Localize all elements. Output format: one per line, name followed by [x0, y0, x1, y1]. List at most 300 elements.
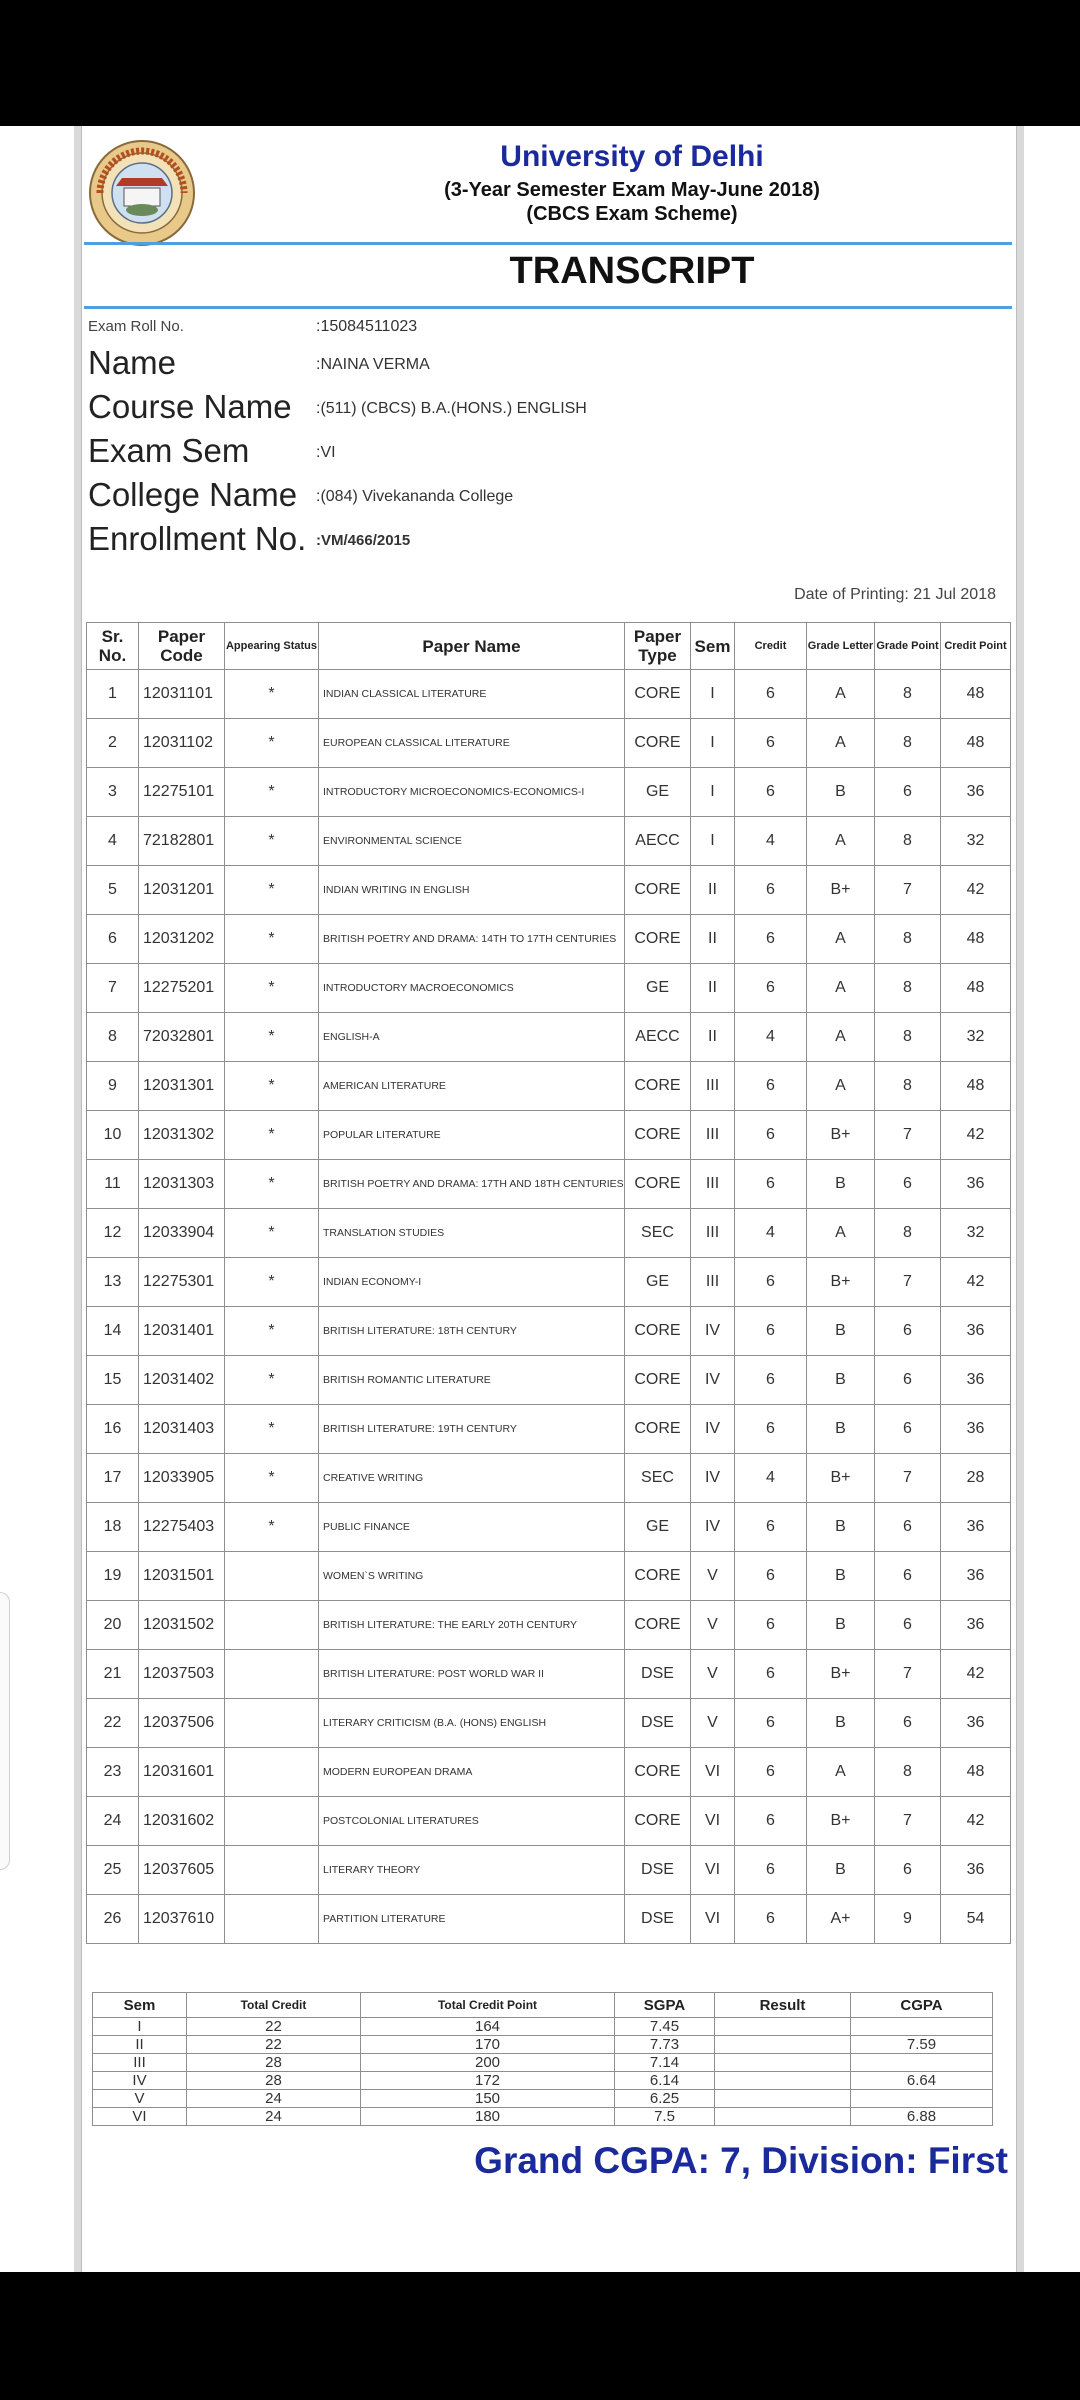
summary-row	[93, 2090, 993, 2108]
cell-type: DSE	[625, 1650, 691, 1699]
cell-type: CORE	[625, 1356, 691, 1405]
cell-status: *	[225, 1258, 319, 1307]
cell-code: 12033904	[139, 1209, 225, 1258]
cell-grade-point: 7	[875, 1650, 941, 1699]
cell-credit-point: 36	[941, 768, 1011, 817]
roll-label: Exam Roll No.	[88, 318, 184, 335]
sem-label: Exam Sem	[88, 432, 250, 469]
cell-sr: 18	[87, 1503, 139, 1552]
enroll-label: Enrollment No.	[88, 520, 307, 557]
cell-sem: VI	[691, 1846, 735, 1895]
cell-grade: A	[807, 1013, 875, 1062]
col-appearing-status: Appearing Status	[225, 623, 319, 670]
cell-status	[225, 1748, 319, 1797]
table-row	[87, 866, 1011, 915]
cell-sem: III	[691, 1209, 735, 1258]
cell-sr: 6	[87, 915, 139, 964]
cell-status: *	[225, 1209, 319, 1258]
cell-credit-point: 48	[941, 915, 1011, 964]
cell-credit: 6	[735, 1258, 807, 1307]
cell-grade-point: 6	[875, 1699, 941, 1748]
cell-sem: IV	[691, 1356, 735, 1405]
cell-status: *	[225, 1356, 319, 1405]
cell-status	[225, 1797, 319, 1846]
cell-grade-point: 8	[875, 915, 941, 964]
cell-credit-point: 28	[941, 1454, 1011, 1503]
university-seal-logo	[86, 138, 198, 248]
cell-paper-name: PARTITION LITERATURE	[319, 1895, 625, 1944]
cell-grade: B	[807, 768, 875, 817]
cell-sr: 26	[87, 1895, 139, 1944]
cell-sem: IV	[691, 1503, 735, 1552]
sum-cell-sgpa: 7.14	[615, 2054, 715, 2072]
table-row	[87, 1552, 1011, 1601]
cell-sem: VI	[691, 1797, 735, 1846]
sum-cell-total-credit: 24	[187, 2108, 361, 2126]
cell-code: 12031601	[139, 1748, 225, 1797]
cell-status	[225, 1699, 319, 1748]
cell-credit: 6	[735, 1797, 807, 1846]
cell-grade: A	[807, 719, 875, 768]
cell-credit: 6	[735, 1650, 807, 1699]
print-date: Date of Printing: 21 Jul 2018	[794, 586, 996, 603]
cell-status	[225, 1650, 319, 1699]
edge-panel-handle[interactable]	[0, 1592, 10, 1870]
cell-paper-name: LITERARY CRITICISM (B.A. (HONS) ENGLISH	[319, 1699, 625, 1748]
cell-code: 12275403	[139, 1503, 225, 1552]
cell-status: *	[225, 1503, 319, 1552]
cell-credit: 6	[735, 719, 807, 768]
sum-cell-cgpa	[851, 2018, 993, 2036]
sum-col-total-credit-point: Total Credit Point	[361, 1993, 615, 2018]
cell-type: CORE	[625, 1405, 691, 1454]
table-row	[87, 817, 1011, 866]
cell-type: CORE	[625, 1062, 691, 1111]
cell-paper-name: MODERN EUROPEAN DRAMA	[319, 1748, 625, 1797]
cell-sr: 13	[87, 1258, 139, 1307]
sum-cell-sgpa: 7.5	[615, 2108, 715, 2126]
sum-cell-cgpa: 6.64	[851, 2072, 993, 2090]
cell-code: 12031502	[139, 1601, 225, 1650]
cell-sr: 17	[87, 1454, 139, 1503]
cell-sr: 23	[87, 1748, 139, 1797]
cell-grade: B	[807, 1601, 875, 1650]
cell-code: 12031303	[139, 1160, 225, 1209]
cell-credit-point: 48	[941, 1748, 1011, 1797]
cell-paper-name: BRITISH LITERATURE: THE EARLY 20TH CENTURY	[319, 1601, 625, 1650]
cell-status: *	[225, 719, 319, 768]
cell-status: *	[225, 670, 319, 719]
sum-cell-total-credit: 22	[187, 2036, 361, 2054]
cell-credit: 4	[735, 1013, 807, 1062]
roll-value: :15084511023	[316, 318, 418, 335]
cell-sr: 11	[87, 1160, 139, 1209]
summary-table-body	[93, 2018, 993, 2126]
cell-grade: A	[807, 1209, 875, 1258]
cell-status: *	[225, 1405, 319, 1454]
summary-table	[92, 1992, 993, 2126]
cell-credit-point: 42	[941, 866, 1011, 915]
cell-paper-name: LITERARY THEORY	[319, 1846, 625, 1895]
cell-paper-name: CREATIVE WRITING	[319, 1454, 625, 1503]
table-row	[87, 670, 1011, 719]
cell-code: 12033905	[139, 1454, 225, 1503]
grand-cgpa: Grand CGPA: 7, Division: First	[474, 2140, 1008, 2181]
cell-code: 12031402	[139, 1356, 225, 1405]
divider-bottom	[84, 306, 1012, 309]
cell-paper-name: BRITISH ROMANTIC LITERATURE	[319, 1356, 625, 1405]
cell-type: DSE	[625, 1846, 691, 1895]
cell-credit: 6	[735, 1405, 807, 1454]
cell-credit: 6	[735, 1307, 807, 1356]
summary-row	[93, 2018, 993, 2036]
course-value: :(511) (CBCS) B.A.(HONS.) ENGLISH	[316, 400, 587, 417]
cell-type: GE	[625, 1258, 691, 1307]
cell-credit: 6	[735, 1846, 807, 1895]
cell-paper-name: POPULAR LITERATURE	[319, 1111, 625, 1160]
table-row	[87, 1160, 1011, 1209]
cell-grade: A	[807, 915, 875, 964]
cell-type: GE	[625, 1503, 691, 1552]
col-credit: Credit	[735, 623, 807, 670]
cell-type: DSE	[625, 1895, 691, 1944]
cell-sr: 25	[87, 1846, 139, 1895]
sum-cell-result	[715, 2090, 851, 2108]
cell-sem: II	[691, 915, 735, 964]
table-row	[87, 768, 1011, 817]
cell-sr: 15	[87, 1356, 139, 1405]
sum-cell-sgpa: 6.25	[615, 2090, 715, 2108]
cell-credit-point: 42	[941, 1111, 1011, 1160]
cell-paper-name: BRITISH LITERATURE: 19TH CENTURY	[319, 1405, 625, 1454]
cell-grade: A+	[807, 1895, 875, 1944]
cell-paper-name: WOMEN`S WRITING	[319, 1552, 625, 1601]
cell-type: CORE	[625, 1160, 691, 1209]
cell-credit-point: 36	[941, 1601, 1011, 1650]
table-row	[87, 1307, 1011, 1356]
cell-type: CORE	[625, 1797, 691, 1846]
cell-grade-point: 8	[875, 964, 941, 1013]
cell-type: GE	[625, 964, 691, 1013]
cell-sem: IV	[691, 1405, 735, 1454]
cell-type: CORE	[625, 670, 691, 719]
cell-status: *	[225, 1111, 319, 1160]
cell-credit-point: 32	[941, 1209, 1011, 1258]
cell-credit: 6	[735, 915, 807, 964]
cell-grade-point: 6	[875, 1160, 941, 1209]
cell-paper-name: PUBLIC FINANCE	[319, 1503, 625, 1552]
cell-code: 12031201	[139, 866, 225, 915]
table-row	[87, 1062, 1011, 1111]
sum-cell-result	[715, 2036, 851, 2054]
cell-type: CORE	[625, 719, 691, 768]
cell-credit-point: 32	[941, 817, 1011, 866]
cell-credit: 6	[735, 1356, 807, 1405]
course-row	[88, 388, 587, 426]
name-row	[88, 344, 430, 382]
cell-paper-name: EUROPEAN CLASSICAL LITERATURE	[319, 719, 625, 768]
page-border-right	[1016, 126, 1024, 2272]
cell-credit-point: 36	[941, 1356, 1011, 1405]
cell-code: 12037506	[139, 1699, 225, 1748]
table-row	[87, 1748, 1011, 1797]
cell-grade-point: 9	[875, 1895, 941, 1944]
cell-status	[225, 1895, 319, 1944]
sum-cell-cgpa	[851, 2054, 993, 2072]
cell-code: 12275101	[139, 768, 225, 817]
cell-status: *	[225, 1013, 319, 1062]
cell-grade: B+	[807, 1650, 875, 1699]
sum-cell-sem: VI	[93, 2108, 187, 2126]
cell-grade-point: 8	[875, 1062, 941, 1111]
name-value: :NAINA VERMA	[316, 356, 430, 373]
cell-credit: 6	[735, 1111, 807, 1160]
sum-cell-total-credit-point: 164	[361, 2018, 615, 2036]
navigation-bar	[0, 2272, 1080, 2400]
cell-type: SEC	[625, 1454, 691, 1503]
table-row	[87, 719, 1011, 768]
cell-sem: V	[691, 1650, 735, 1699]
cell-sem: II	[691, 1013, 735, 1062]
cell-sr: 7	[87, 964, 139, 1013]
cell-code: 12031302	[139, 1111, 225, 1160]
cell-credit-point: 36	[941, 1160, 1011, 1209]
cell-grade: B+	[807, 1797, 875, 1846]
cell-credit: 6	[735, 1160, 807, 1209]
col-grade-letter: Grade Letter	[807, 623, 875, 670]
cell-sr: 5	[87, 866, 139, 915]
cell-credit: 4	[735, 1209, 807, 1258]
cell-grade: B	[807, 1160, 875, 1209]
summary-row	[93, 2054, 993, 2072]
table-row	[87, 1013, 1011, 1062]
sum-cell-total-credit: 22	[187, 2018, 361, 2036]
table-row	[87, 1209, 1011, 1258]
cell-credit: 6	[735, 1552, 807, 1601]
cell-sr: 22	[87, 1699, 139, 1748]
cell-grade: A	[807, 1748, 875, 1797]
sum-cell-result	[715, 2072, 851, 2090]
cell-status: *	[225, 817, 319, 866]
cell-sem: III	[691, 1258, 735, 1307]
cell-grade: A	[807, 670, 875, 719]
cell-grade: B	[807, 1356, 875, 1405]
cell-grade-point: 8	[875, 1013, 941, 1062]
cell-sem: IV	[691, 1307, 735, 1356]
sem-value: :VI	[316, 444, 336, 461]
sum-cell-sgpa: 7.73	[615, 2036, 715, 2054]
sum-col-cgpa: CGPA	[851, 1993, 993, 2018]
cell-grade-point: 6	[875, 1307, 941, 1356]
table-row	[87, 1356, 1011, 1405]
cell-credit-point: 36	[941, 1405, 1011, 1454]
cell-grade-point: 7	[875, 1258, 941, 1307]
col-sem: Sem	[691, 623, 735, 670]
table-row	[87, 1454, 1011, 1503]
cell-type: AECC	[625, 1013, 691, 1062]
table-row	[87, 1846, 1011, 1895]
cell-credit: 6	[735, 1062, 807, 1111]
cell-paper-name: INTRODUCTORY MICROECONOMICS-ECONOMICS-I	[319, 768, 625, 817]
cell-paper-name: INDIAN ECONOMY-I	[319, 1258, 625, 1307]
sum-cell-sem: II	[93, 2036, 187, 2054]
table-row	[87, 964, 1011, 1013]
cell-paper-name: BRITISH LITERATURE: 18TH CENTURY	[319, 1307, 625, 1356]
cell-grade: B+	[807, 1454, 875, 1503]
sum-cell-cgpa: 7.59	[851, 2036, 993, 2054]
cell-credit: 6	[735, 1748, 807, 1797]
cell-grade: B	[807, 1503, 875, 1552]
cell-paper-name: INTRODUCTORY MACROECONOMICS	[319, 964, 625, 1013]
cell-credit: 6	[735, 1601, 807, 1650]
sum-cell-sgpa: 6.14	[615, 2072, 715, 2090]
cell-type: CORE	[625, 866, 691, 915]
university-title: University of Delhi	[500, 140, 764, 173]
cell-type: CORE	[625, 1552, 691, 1601]
cell-credit-point: 36	[941, 1846, 1011, 1895]
college-value: :(084) Vivekananda College	[316, 488, 514, 505]
sum-cell-total-credit-point: 172	[361, 2072, 615, 2090]
sem-row	[88, 432, 336, 470]
cell-paper-name: INDIAN CLASSICAL LITERATURE	[319, 670, 625, 719]
cell-paper-name: INDIAN WRITING IN ENGLISH	[319, 866, 625, 915]
cell-paper-name: AMERICAN LITERATURE	[319, 1062, 625, 1111]
cell-sr: 12	[87, 1209, 139, 1258]
sum-cell-total-credit: 24	[187, 2090, 361, 2108]
cell-sem: III	[691, 1160, 735, 1209]
cell-paper-name: POSTCOLONIAL LITERATURES	[319, 1797, 625, 1846]
col-paper-code: Paper Code	[139, 623, 225, 670]
sum-col-sgpa: SGPA	[615, 1993, 715, 2018]
cell-code: 12037605	[139, 1846, 225, 1895]
cell-code: 12037503	[139, 1650, 225, 1699]
course-label: Course Name	[88, 388, 292, 425]
table-row	[87, 915, 1011, 964]
col-sr-no: Sr. No.	[87, 623, 139, 670]
table-row	[87, 1601, 1011, 1650]
cell-credit: 6	[735, 964, 807, 1013]
sum-cell-result	[715, 2018, 851, 2036]
cell-type: CORE	[625, 915, 691, 964]
cell-grade-point: 8	[875, 1748, 941, 1797]
cell-code: 12275301	[139, 1258, 225, 1307]
cell-sem: V	[691, 1552, 735, 1601]
sum-cell-sem: IV	[93, 2072, 187, 2090]
cell-code: 12031602	[139, 1797, 225, 1846]
cell-grade: B	[807, 1405, 875, 1454]
cell-status: *	[225, 768, 319, 817]
col-grade-point: Grade Point	[875, 623, 941, 670]
cell-credit: 4	[735, 817, 807, 866]
cell-type: DSE	[625, 1699, 691, 1748]
cell-type: CORE	[625, 1601, 691, 1650]
sum-cell-total-credit-point: 180	[361, 2108, 615, 2126]
page-border-left	[74, 126, 82, 2272]
cell-sr: 4	[87, 817, 139, 866]
cell-status	[225, 1601, 319, 1650]
cell-grade: A	[807, 817, 875, 866]
table-row	[87, 1503, 1011, 1552]
cell-sem: III	[691, 1062, 735, 1111]
cell-code: 12031501	[139, 1552, 225, 1601]
cell-status	[225, 1846, 319, 1895]
cell-sem: VI	[691, 1748, 735, 1797]
enroll-value: :VM/466/2015	[316, 532, 411, 549]
cell-status: *	[225, 1160, 319, 1209]
cell-grade-point: 7	[875, 866, 941, 915]
cell-sem: V	[691, 1601, 735, 1650]
cell-grade-point: 6	[875, 1356, 941, 1405]
cell-type: GE	[625, 768, 691, 817]
summary-row	[93, 2036, 993, 2054]
cell-credit-point: 42	[941, 1797, 1011, 1846]
transcript-page	[82, 126, 1016, 2272]
cell-grade-point: 7	[875, 1797, 941, 1846]
cell-credit: 6	[735, 1503, 807, 1552]
cell-sr: 16	[87, 1405, 139, 1454]
sum-cell-total-credit: 28	[187, 2072, 361, 2090]
cell-credit-point: 32	[941, 1013, 1011, 1062]
cell-sr: 24	[87, 1797, 139, 1846]
cell-paper-name: BRITISH LITERATURE: POST WORLD WAR II	[319, 1650, 625, 1699]
cell-credit: 4	[735, 1454, 807, 1503]
sum-cell-sgpa: 7.45	[615, 2018, 715, 2036]
cell-code: 12031202	[139, 915, 225, 964]
marks-table-body	[87, 670, 1011, 1944]
cell-sr: 1	[87, 670, 139, 719]
cell-code: 12037610	[139, 1895, 225, 1944]
table-row	[87, 1405, 1011, 1454]
marks-table	[86, 622, 1011, 1944]
table-row	[87, 1650, 1011, 1699]
document-title: TRANSCRIPT	[509, 250, 755, 292]
cell-paper-name: ENGLISH-A	[319, 1013, 625, 1062]
cell-type: CORE	[625, 1111, 691, 1160]
cell-credit-point: 36	[941, 1552, 1011, 1601]
cell-code: 12031102	[139, 719, 225, 768]
cell-grade: B	[807, 1307, 875, 1356]
cell-grade: B	[807, 1846, 875, 1895]
cell-grade-point: 7	[875, 1454, 941, 1503]
cell-grade: B	[807, 1699, 875, 1748]
cell-status: *	[225, 915, 319, 964]
cell-credit-point: 54	[941, 1895, 1011, 1944]
cell-code: 12031301	[139, 1062, 225, 1111]
cell-status: *	[225, 1454, 319, 1503]
enroll-row	[88, 520, 411, 558]
cell-sem: I	[691, 719, 735, 768]
cell-sr: 19	[87, 1552, 139, 1601]
cell-grade-point: 8	[875, 719, 941, 768]
cell-sem: I	[691, 817, 735, 866]
cell-grade: B+	[807, 866, 875, 915]
exam-scheme: (CBCS Exam Scheme)	[526, 203, 738, 225]
sum-cell-total-credit-point: 170	[361, 2036, 615, 2054]
sum-cell-result	[715, 2054, 851, 2072]
cell-status: *	[225, 866, 319, 915]
cell-sem: I	[691, 670, 735, 719]
cell-grade-point: 8	[875, 1209, 941, 1258]
cell-sem: II	[691, 964, 735, 1013]
college-label: College Name	[88, 476, 298, 513]
sum-col-total-credit: Total Credit	[187, 1993, 361, 2018]
sum-col-sem: Sem	[93, 1993, 187, 2018]
cell-type: SEC	[625, 1209, 691, 1258]
cell-code: 12275201	[139, 964, 225, 1013]
cell-credit-point: 42	[941, 1650, 1011, 1699]
sum-cell-result	[715, 2108, 851, 2126]
sum-cell-total-credit-point: 150	[361, 2090, 615, 2108]
